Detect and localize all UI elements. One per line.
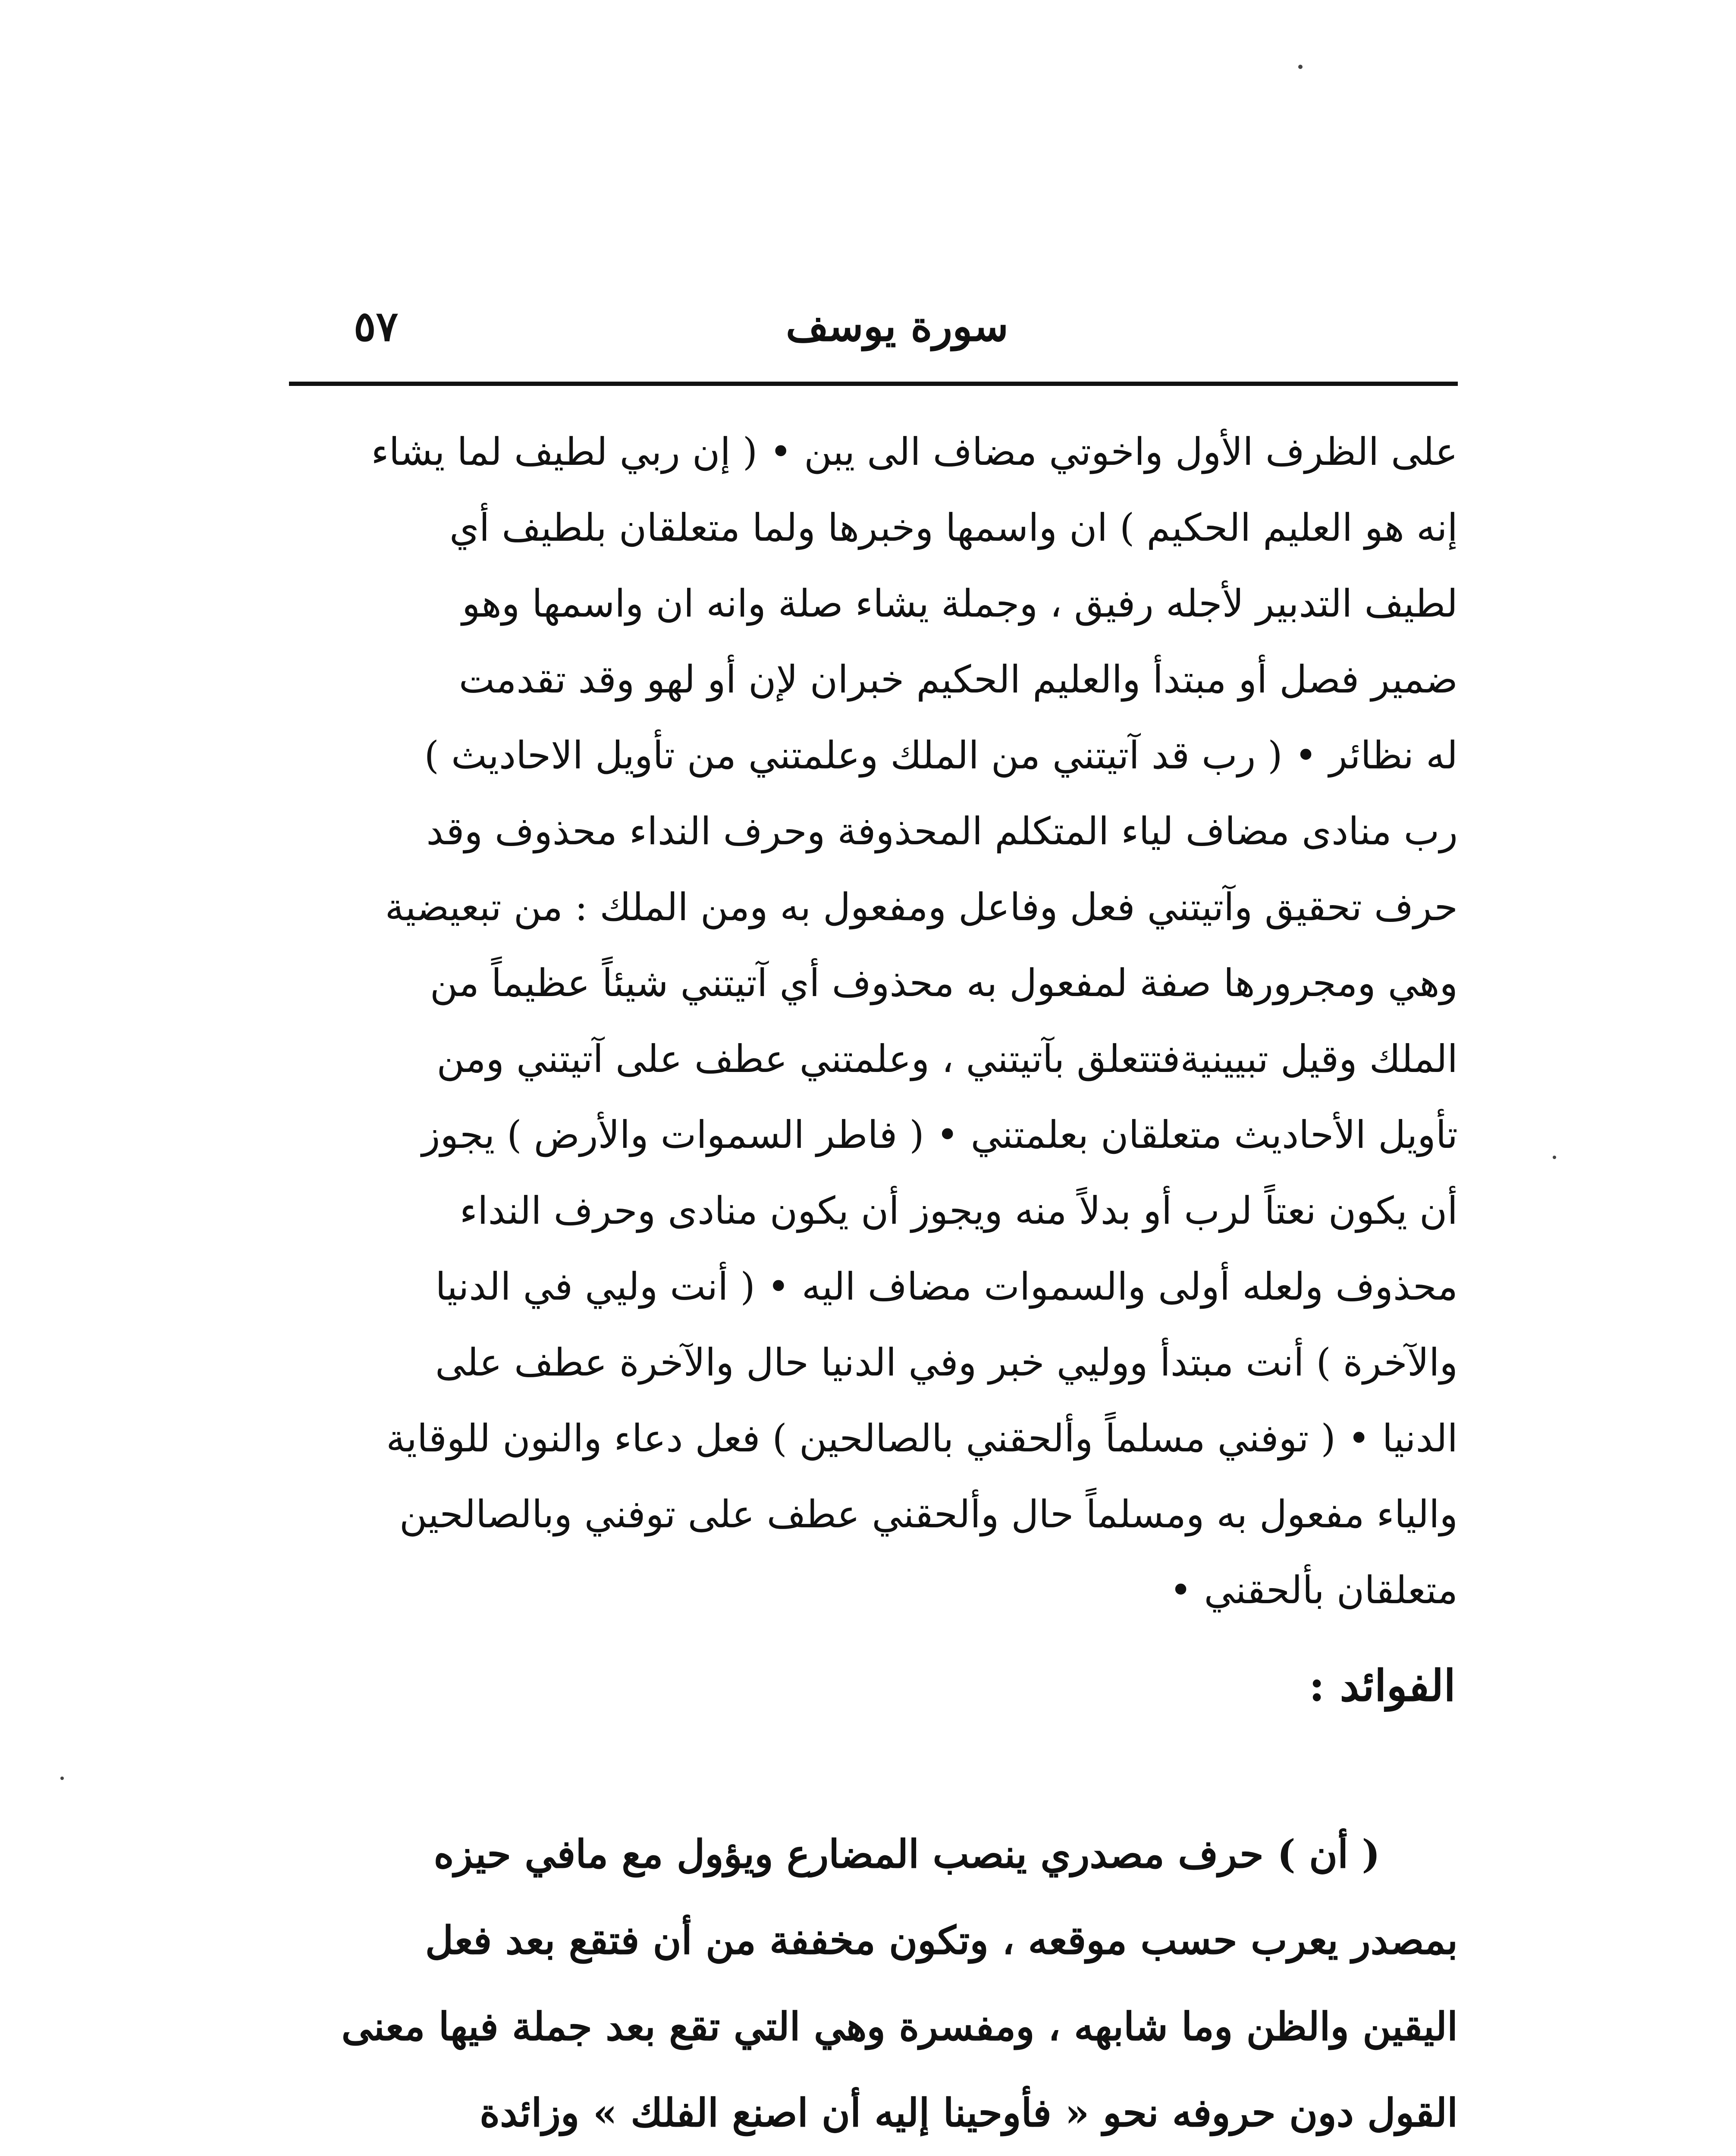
text-line: والياء مفعول به ومسلماً حال وألحقني عطف على توفني وبالصالحين	[399, 1492, 1458, 1536]
text-line: رب منادى مضاف لياء المتكلم المحذوفة وحرف النداء محذوف وقد	[426, 809, 1458, 853]
text-line: القول دون حروفه نحو « فأوحينا إليه أن اصنع الفلك » وزائدة	[480, 2090, 1458, 2136]
text-line: لطيف التدبير لأجله رفيق ، وجملة يشاء صلة وانه ان واسمها وهو	[461, 581, 1458, 626]
commentary-paragraph	[293, 414, 1458, 1628]
text-line: ( أن ) حرف مصدري ينصب المضارع ويؤول مع مافي حيزه	[433, 1831, 1380, 1877]
text-line: تأويل الأحاديث متعلقان بعلمتني • ( فاطر السموات والأرض ) يجوز	[422, 1112, 1458, 1157]
running-title: سورة يوسف	[785, 302, 1009, 351]
text-line: الملك وقيل تبيينيةفتتعلق بآتيتني ، وعلمتني عطف على آتيتني ومن	[436, 1037, 1458, 1081]
text-line: محذوف ولعله أولى والسموات مضاف اليه • ( أنت وليي في الدنيا	[435, 1264, 1458, 1309]
text-line: ضمير فصل أو مبتدأ والعليم الحكيم خبران لإن أو لهو وقد تقدمت	[458, 657, 1458, 702]
header-rule	[289, 382, 1458, 386]
section-heading: الفوائد :	[1309, 1660, 1456, 1711]
text-line: والآخرة ) أنت مبتدأ ووليي خبر وفي الدنيا حال والآخرة عطف على	[435, 1340, 1458, 1385]
text-line: له نظائر • ( رب قد آتيتني من الملك وعلمتني من تأويل الاحاديث )	[424, 733, 1458, 777]
text-line: إنه هو العليم الحكيم ) ان واسمها وخبرها ولما متعلقان بلطيف أي	[449, 505, 1458, 550]
text-line: بمصدر يعرب حسب موقعه ، وتكون مخففة من أن فتقع بعد فعل	[425, 1918, 1458, 1963]
page-number: ٥٧	[354, 302, 399, 351]
benefits-paragraph	[276, 1811, 1458, 2156]
text-line: حرف تحقيق وآتيتني فعل وفاعل ومفعول به ومن الملك : من تبعيضية	[385, 885, 1458, 929]
page-header	[289, 293, 1458, 384]
text-line: متعلقان بألحقني •	[1169, 1568, 1458, 1612]
text-line: وهي ومجرورها صفة لمفعول به محذوف أي آتيتني شيئاً عظيماً من	[430, 961, 1458, 1005]
text-line: أن يكون نعتاً لرب أو بدلاً منه ويجوز أن يكون منادى وحرف النداء	[459, 1188, 1458, 1233]
text-line: اليقين والظن وما شابهه ، ومفسرة وهي التي تقع بعد جملة فيها معنى	[341, 2004, 1458, 2049]
text-line: الدنيا • ( توفني مسلماً وألحقني بالصالحين ) فعل دعاء والنون للوقاية	[386, 1416, 1458, 1460]
text-line: على الظرف الأول واخوتي مضاف الى يبن • ( إن ربي لطيف لما يشاء	[371, 429, 1458, 474]
